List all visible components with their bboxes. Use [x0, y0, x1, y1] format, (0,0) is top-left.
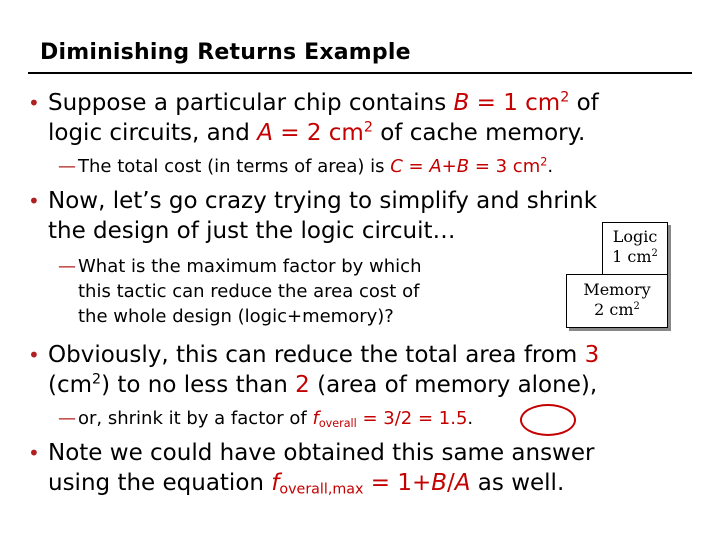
value: = 3 cm	[469, 156, 541, 177]
exponent: 2	[633, 301, 640, 313]
text: or, shrink it by a factor of	[78, 408, 313, 429]
value: 1 cm	[612, 247, 652, 266]
bullet-4-line-2	[48, 468, 564, 498]
dash-marker: —	[58, 156, 76, 177]
variable-c: C	[390, 156, 403, 177]
exponent: 2	[92, 371, 102, 388]
equals: =	[402, 156, 430, 177]
sub-bullet-2-line-2	[78, 279, 419, 304]
text: The total cost (in terms of area) is	[78, 156, 391, 177]
exponent: 2	[560, 89, 570, 106]
bullet-marker: •	[28, 441, 40, 465]
value: = 3/2 =	[356, 408, 439, 429]
text: What is the maximum factor by which	[78, 256, 422, 277]
bullet-marker: •	[28, 343, 40, 367]
text: .	[467, 408, 474, 429]
bullet-3-line-1	[28, 340, 600, 370]
logic-label: Logic	[612, 227, 658, 246]
bullet-2-line-1	[28, 186, 598, 216]
text: (cm	[48, 372, 93, 398]
text: Obviously, this can reduce the total area from	[48, 342, 585, 368]
text: Note we could have obtained this same answer	[48, 440, 595, 466]
text: of cache memory.	[372, 120, 586, 146]
variable-b: B	[456, 156, 470, 177]
sub-bullet-2-line-1	[58, 254, 422, 279]
memory-area-box	[566, 274, 668, 328]
exponent: 2	[651, 248, 658, 260]
text: this tactic can reduce the area cost of	[78, 281, 420, 302]
variable-a: A	[454, 470, 471, 496]
plus: +	[441, 156, 457, 177]
value: = 1 cm	[469, 90, 561, 116]
bullet-marker: •	[28, 91, 40, 115]
subscript: overall	[318, 416, 357, 430]
text: Suppose a particular chip contains	[48, 90, 454, 116]
sub-bullet-2-line-3	[78, 304, 394, 329]
bullet-2-line-2	[48, 216, 456, 246]
text: of	[569, 90, 599, 116]
highlight-circle	[520, 404, 576, 436]
value: = 2 cm	[272, 120, 364, 146]
memory-area-value	[567, 300, 667, 320]
variable-f: f	[271, 470, 280, 496]
slash: /	[447, 470, 455, 496]
value: = 1+	[363, 470, 432, 496]
exponent: 2	[363, 119, 373, 136]
sub-bullet-1	[58, 154, 554, 179]
text: as well.	[470, 470, 565, 496]
value: 2 cm	[594, 300, 634, 319]
bullet-3-line-2	[48, 370, 597, 400]
memory-label: Memory	[583, 280, 651, 299]
text: the whole design (logic+memory)?	[78, 306, 394, 327]
logic-area-value	[603, 247, 667, 267]
text: ) to no less than	[101, 372, 296, 398]
sub-bullet-3	[58, 406, 474, 431]
value: 2	[295, 372, 310, 398]
variable-a: A	[257, 120, 273, 146]
subscript: overall,max	[279, 481, 364, 498]
text: using the equation	[48, 470, 272, 496]
result: 1.5	[438, 408, 468, 429]
text: logic circuits, and	[48, 120, 258, 146]
dash-marker: —	[58, 256, 76, 277]
bullet-1-line-1	[28, 88, 599, 118]
slide-title: Diminishing Returns Example	[40, 40, 411, 65]
text: Now, let’s go crazy trying to simplify and shrink	[48, 188, 598, 214]
variable-a: A	[429, 156, 442, 177]
bullet-1-line-2	[48, 118, 585, 148]
text: .	[547, 156, 554, 177]
text: the design of just the logic circuit…	[48, 218, 456, 244]
dash-marker: —	[58, 408, 76, 429]
variable-f: f	[312, 408, 319, 429]
variable-b: B	[453, 90, 470, 116]
title-divider	[28, 72, 692, 74]
bullet-marker: •	[28, 189, 40, 213]
bullet-4-line-1	[28, 438, 595, 468]
text: (area of memory alone),	[309, 372, 598, 398]
value: 3	[584, 342, 600, 368]
variable-b: B	[431, 470, 448, 496]
logic-area-box	[602, 222, 668, 276]
exponent: 2	[540, 155, 548, 169]
